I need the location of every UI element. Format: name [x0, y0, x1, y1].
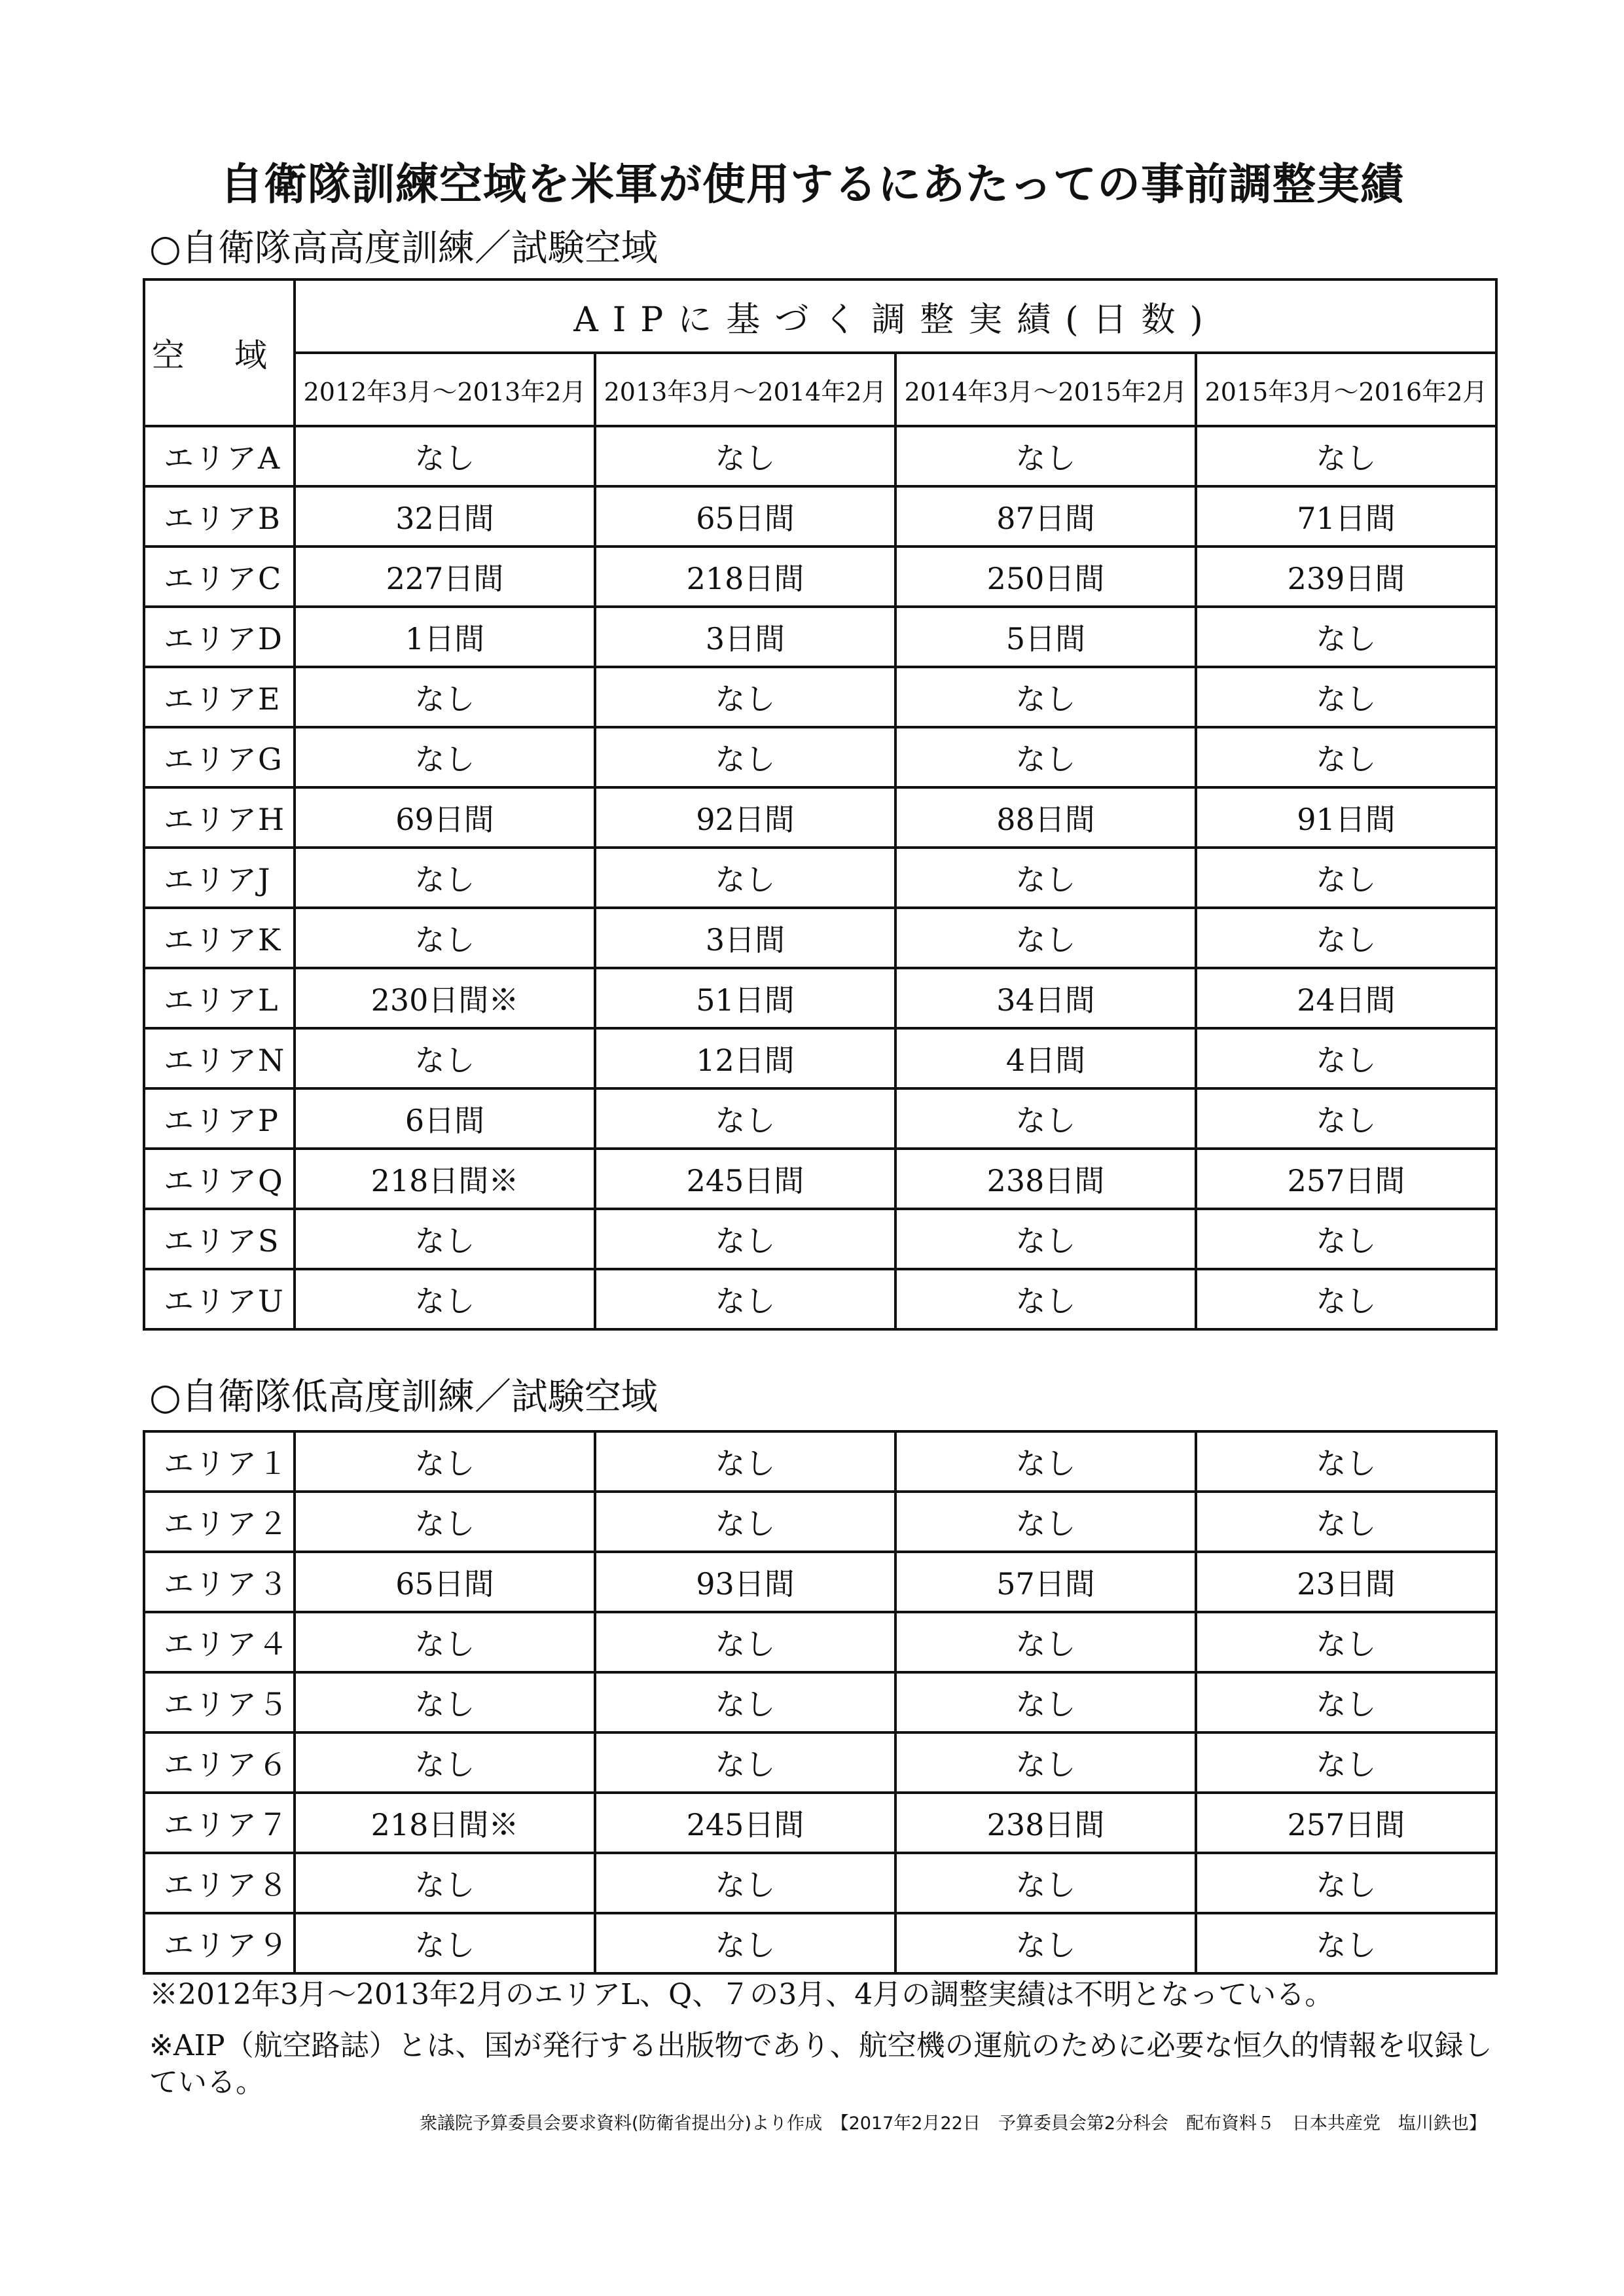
days-value-cell: 227日間: [295, 547, 595, 607]
days-value-cell: なし: [295, 848, 595, 908]
table-row: [144, 486, 1496, 547]
area-name-cell: エリアP: [144, 1088, 295, 1149]
table-row: [144, 1672, 1496, 1732]
days-value-cell: 24日間: [1196, 968, 1496, 1028]
source-footer: 衆議院予算委員会要求資料(防衛省提出分)より作成 【2017年2月22日 予算委員会第2分科会 配布資料５ 日本共産党 塩川鉄也】: [420, 2113, 1487, 2134]
days-value-cell: 5日間: [895, 607, 1196, 667]
days-value-cell: なし: [1196, 1088, 1496, 1149]
days-value-cell: 57日間: [895, 1552, 1196, 1612]
days-value-cell: なし: [895, 1853, 1196, 1913]
days-value-cell: なし: [295, 1732, 595, 1793]
days-value-cell: なし: [1196, 727, 1496, 787]
days-value-cell: 250日間: [895, 547, 1196, 607]
table-row: [144, 667, 1496, 727]
area-name-cell: エリア６: [144, 1732, 295, 1793]
table-row: [144, 1149, 1496, 1209]
days-value-cell: なし: [1196, 908, 1496, 968]
table-row: [144, 908, 1496, 968]
days-value-cell: 51日間: [595, 968, 895, 1028]
days-value-cell: なし: [595, 1431, 895, 1492]
table-row: [144, 607, 1496, 667]
table-row: [144, 1431, 1496, 1492]
days-value-cell: なし: [595, 667, 895, 727]
days-value-cell: なし: [1196, 426, 1496, 486]
days-value-cell: なし: [895, 1612, 1196, 1672]
footnote-aip-definition: ※AIP（航空路誌）とは、国が発行する出版物であり、航空機の運航のために必要な恒久的情報を収録している。: [149, 2029, 1492, 2099]
days-value-cell: なし: [895, 1209, 1196, 1269]
days-value-cell: なし: [1196, 1732, 1496, 1793]
days-value-cell: なし: [595, 1612, 895, 1672]
section-heading-high-altitude: ○自衛隊高高度訓練／試験空域: [149, 227, 658, 270]
days-value-cell: 12日間: [595, 1028, 895, 1088]
days-value-cell: なし: [295, 727, 595, 787]
area-name-cell: エリアA: [144, 426, 295, 486]
days-value-cell: なし: [1196, 1492, 1496, 1552]
days-value-cell: なし: [295, 1492, 595, 1552]
days-value-cell: 257日間: [1196, 1793, 1496, 1853]
days-value-cell: 238日間: [895, 1149, 1196, 1209]
area-name-cell: エリアD: [144, 607, 295, 667]
days-value-cell: 69日間: [295, 787, 595, 848]
days-value-cell: なし: [895, 1672, 1196, 1732]
area-name-cell: エリアH: [144, 787, 295, 848]
days-value-cell: なし: [595, 426, 895, 486]
days-value-cell: 87日間: [895, 486, 1196, 547]
days-value-cell: なし: [895, 908, 1196, 968]
days-value-cell: なし: [1196, 1612, 1496, 1672]
days-value-cell: 91日間: [1196, 787, 1496, 848]
days-value-cell: なし: [595, 1732, 895, 1793]
days-value-cell: なし: [295, 1672, 595, 1732]
days-value-cell: 245日間: [595, 1149, 895, 1209]
days-value-cell: なし: [1196, 607, 1496, 667]
days-value-cell: なし: [595, 1913, 895, 1973]
days-value-cell: なし: [895, 1088, 1196, 1149]
days-value-cell: 23日間: [1196, 1552, 1496, 1612]
days-value-cell: 257日間: [1196, 1149, 1496, 1209]
days-value-cell: 3日間: [595, 908, 895, 968]
table-row: [144, 1492, 1496, 1552]
area-name-cell: エリアL: [144, 968, 295, 1028]
days-value-cell: なし: [1196, 667, 1496, 727]
days-value-cell: なし: [295, 1431, 595, 1492]
area-name-cell: エリア３: [144, 1552, 295, 1612]
document-title: 自衛隊訓練空域を米軍が使用するにあたっての事前調整実績: [220, 159, 1404, 209]
footnote-unknown-months: ※2012年3月～2013年2月のエリアL、Q、７の3月、4月の調整実績は不明となっている。: [149, 1978, 1334, 2011]
table-row: [144, 1269, 1496, 1329]
area-name-cell: エリア５: [144, 1672, 295, 1732]
days-value-cell: なし: [595, 1492, 895, 1552]
days-value-cell: なし: [895, 848, 1196, 908]
aip-results-header: AIPに基づく調整実績(日数): [295, 279, 1496, 353]
area-name-cell: エリア９: [144, 1913, 295, 1973]
days-value-cell: 230日間※: [295, 968, 595, 1028]
days-value-cell: 6日間: [295, 1088, 595, 1149]
days-value-cell: 218日間※: [295, 1149, 595, 1209]
days-value-cell: 65日間: [295, 1552, 595, 1612]
days-value-cell: 93日間: [595, 1552, 895, 1612]
area-name-cell: エリアU: [144, 1269, 295, 1329]
days-value-cell: なし: [295, 667, 595, 727]
table-row: [144, 848, 1496, 908]
days-value-cell: なし: [1196, 1028, 1496, 1088]
table-row: [144, 426, 1496, 486]
table-row: [144, 968, 1496, 1028]
days-value-cell: 1日間: [295, 607, 595, 667]
area-name-cell: エリアK: [144, 908, 295, 968]
days-value-cell: 32日間: [295, 486, 595, 547]
area-name-cell: エリアC: [144, 547, 295, 607]
area-name-cell: エリア７: [144, 1793, 295, 1853]
days-value-cell: 71日間: [1196, 486, 1496, 547]
area-name-cell: エリア４: [144, 1612, 295, 1672]
days-value-cell: なし: [1196, 1431, 1496, 1492]
days-value-cell: なし: [595, 848, 895, 908]
table-row: [144, 727, 1496, 787]
area-name-cell: エリアE: [144, 667, 295, 727]
days-value-cell: なし: [895, 1431, 1196, 1492]
days-value-cell: なし: [295, 1913, 595, 1973]
days-value-cell: なし: [895, 1913, 1196, 1973]
days-value-cell: なし: [295, 426, 595, 486]
area-name-cell: エリアJ: [144, 848, 295, 908]
low-altitude-table: [143, 1430, 1498, 1975]
period-header: 2015年3月～2016年2月: [1196, 353, 1496, 426]
section-heading-low-altitude: ○自衛隊低高度訓練／試験空域: [149, 1376, 658, 1418]
days-value-cell: なし: [895, 1732, 1196, 1793]
table-row: [144, 1732, 1496, 1793]
days-value-cell: 88日間: [895, 787, 1196, 848]
period-header: 2013年3月～2014年2月: [595, 353, 895, 426]
table-row: [144, 1552, 1496, 1612]
days-value-cell: 245日間: [595, 1793, 895, 1853]
days-value-cell: 3日間: [595, 607, 895, 667]
area-column-header: 空 域: [144, 279, 295, 426]
days-value-cell: なし: [1196, 1209, 1496, 1269]
days-value-cell: なし: [895, 727, 1196, 787]
area-name-cell: エリア２: [144, 1492, 295, 1552]
days-value-cell: なし: [295, 1209, 595, 1269]
area-name-cell: エリア８: [144, 1853, 295, 1913]
table-row: [144, 1612, 1496, 1672]
days-value-cell: なし: [595, 727, 895, 787]
days-value-cell: なし: [1196, 1853, 1496, 1913]
days-value-cell: なし: [895, 1492, 1196, 1552]
days-value-cell: なし: [895, 1269, 1196, 1329]
table-row: [144, 547, 1496, 607]
days-value-cell: 65日間: [595, 486, 895, 547]
days-value-cell: 34日間: [895, 968, 1196, 1028]
days-value-cell: なし: [595, 1853, 895, 1913]
days-value-cell: 92日間: [595, 787, 895, 848]
area-name-cell: エリアB: [144, 486, 295, 547]
days-value-cell: 4日間: [895, 1028, 1196, 1088]
days-value-cell: なし: [1196, 1913, 1496, 1973]
table-row: [144, 1028, 1496, 1088]
days-value-cell: なし: [295, 908, 595, 968]
area-name-cell: エリアQ: [144, 1149, 295, 1209]
days-value-cell: なし: [1196, 848, 1496, 908]
area-name-cell: エリア１: [144, 1431, 295, 1492]
days-value-cell: なし: [895, 667, 1196, 727]
days-value-cell: なし: [895, 426, 1196, 486]
days-value-cell: 218日間※: [295, 1793, 595, 1853]
days-value-cell: なし: [295, 1028, 595, 1088]
table-row: [144, 1209, 1496, 1269]
period-header: 2014年3月～2015年2月: [895, 353, 1196, 426]
high-altitude-table: [143, 278, 1498, 1331]
area-name-cell: エリアS: [144, 1209, 295, 1269]
days-value-cell: 239日間: [1196, 547, 1496, 607]
days-value-cell: なし: [1196, 1672, 1496, 1732]
table-row: [144, 1793, 1496, 1853]
days-value-cell: なし: [595, 1209, 895, 1269]
days-value-cell: なし: [595, 1088, 895, 1149]
days-value-cell: なし: [295, 1269, 595, 1329]
table-row: [144, 1913, 1496, 1973]
area-name-cell: エリアG: [144, 727, 295, 787]
table-row: [144, 1088, 1496, 1149]
days-value-cell: 238日間: [895, 1793, 1196, 1853]
area-name-cell: エリアN: [144, 1028, 295, 1088]
days-value-cell: なし: [295, 1853, 595, 1913]
table-row: [144, 1853, 1496, 1913]
days-value-cell: なし: [595, 1269, 895, 1329]
period-header: 2012年3月～2013年2月: [295, 353, 595, 426]
days-value-cell: 218日間: [595, 547, 895, 607]
days-value-cell: なし: [595, 1672, 895, 1732]
days-value-cell: なし: [1196, 1269, 1496, 1329]
table-row: [144, 787, 1496, 848]
days-value-cell: なし: [295, 1612, 595, 1672]
